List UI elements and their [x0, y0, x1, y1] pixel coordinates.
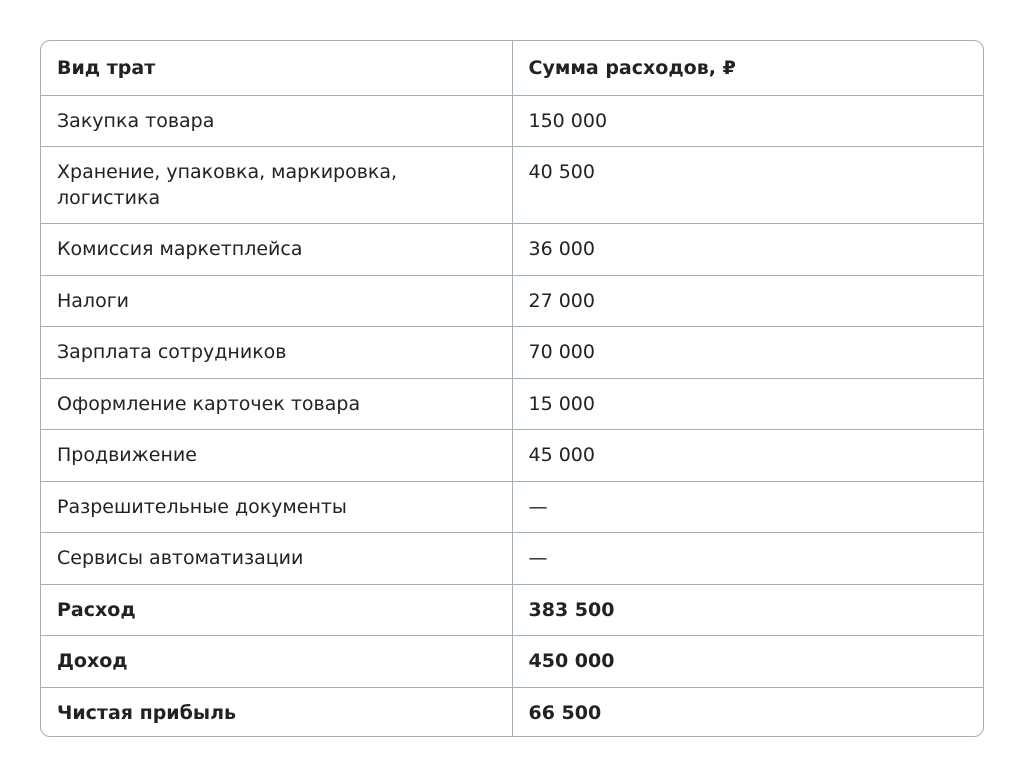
total-row-expense [41, 584, 983, 636]
row-label: Разрешительные документы [41, 481, 512, 533]
row-value: 15 000 [512, 378, 983, 430]
row-value: — [512, 533, 983, 585]
row-label: Зарплата сотрудников [41, 327, 512, 379]
header-expense-type: Вид трат [41, 41, 512, 95]
table-row [41, 224, 983, 276]
total-value: 450 000 [512, 636, 983, 688]
total-row-income [41, 636, 983, 688]
table-row [41, 378, 983, 430]
row-label: Налоги [41, 275, 512, 327]
row-value: 40 500 [512, 147, 983, 224]
total-value: 383 500 [512, 584, 983, 636]
row-value: — [512, 481, 983, 533]
row-label: Продвижение [41, 430, 512, 482]
expense-table [40, 40, 984, 737]
table-row [41, 481, 983, 533]
row-value: 36 000 [512, 224, 983, 276]
total-label: Расход [41, 584, 512, 636]
row-label: Сервисы автоматизации [41, 533, 512, 585]
total-row-net-profit [41, 687, 983, 737]
total-label: Доход [41, 636, 512, 688]
total-value: 66 500 [528, 701, 602, 724]
table-row [41, 147, 983, 224]
row-label: Оформление карточек товара [41, 378, 512, 430]
table-row [41, 533, 983, 585]
table-row [41, 95, 983, 147]
table-header-row [41, 41, 983, 95]
table-row [41, 430, 983, 482]
row-value: 45 000 [512, 430, 983, 482]
table-row [41, 327, 983, 379]
row-label: Комиссия маркетплейса [41, 224, 512, 276]
expense-table-grid [41, 41, 983, 737]
row-value: 27 000 [512, 275, 983, 327]
header-expense-amount: Сумма расходов, ₽ [512, 41, 983, 95]
row-value: 70 000 [512, 327, 983, 379]
total-label: Чистая прибыль [41, 687, 512, 737]
row-label: Закупка товара [41, 95, 512, 147]
table-row [41, 275, 983, 327]
row-label: Хранение, упаковка, маркировка, логистика [41, 147, 512, 224]
row-value: 150 000 [512, 95, 983, 147]
